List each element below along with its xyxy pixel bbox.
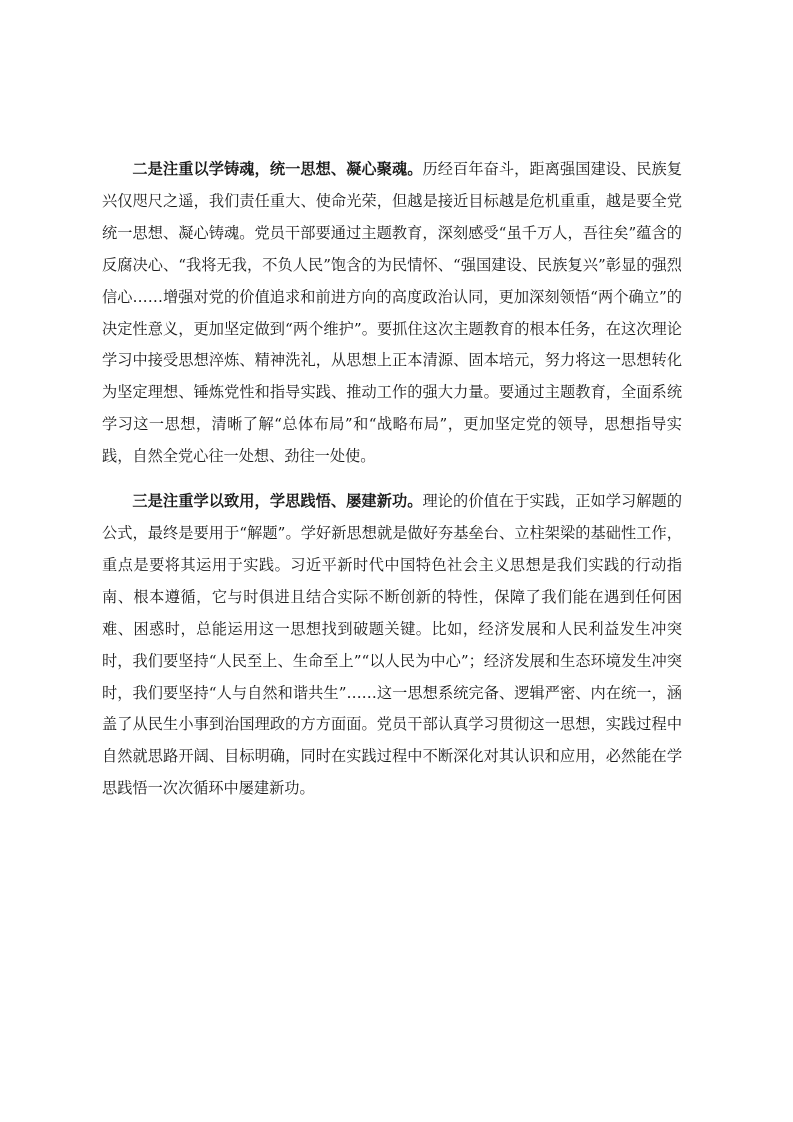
paragraph-unify-thought bbox=[102, 154, 682, 473]
paragraph-text: 理论的价值在于实践，正如学习解题的公式，最终是要用于“解题”。学好新思想就是做好夯基垒台、立柱架梁的基础性工作，重点是要将其运用于实践。习近平新时代中国特色社会主义思想是我们实践的行动指南、根本遵循，它与时俱进且结合实际不断创新的特性，保障了我们能在遇到任何困难、困惑时，总能运用这一思想找到破题关键。比如，经济发展和人民利益发生冲突时，我们要坚持“人民至上、生命至上”“以人民为中心”；经济发展和生态环境发生冲突时，我们要坚持“人与自然和谐共生”……这一思想系统完备、逻辑严密、内在统一，涵盖了从民生小事到治国理政的方方面面。党员干部认真学习贯彻这一思想，实践过程中自然就思路开阔、目标明确，同时在实践过程中不断深化对其认识和应用，必然能在学思践悟一次次循环中屡建新功。 bbox=[102, 492, 683, 798]
paragraph-heading: 二是注重以学铸魂，统一思想、凝心聚魂。 bbox=[132, 160, 423, 178]
paragraph-apply-learning bbox=[102, 486, 682, 805]
paragraph-text: 历经百年奋斗，距离强国建设、民族复兴仅咫尺之遥，我们责任重大、使命光荣，但越是接近目标越是危机重重，越是要全党统一思想、凝心铸魂。党员干部要通过主题教育，深刻感受“虽千万人，吾往矣”蕴含的反腐决心、“我将无我，不负人民”饱含的为民情怀、“强国建设、民族复兴”彰显的强烈信心……增强对党的价值追求和前进方向的高度政治认同，更加深刻领悟“两个确立”的决定性意义，更加坚定做到“两个维护”。要抓住这次主题教育的根本任务，在这次理论学习中接受思想淬炼、精神洗礼，从思想上正本清源、固本培元，努力将这一思想转化为坚定理想、锤炼党性和指导实践、推动工作的强大力量。要通过主题教育，全面系统学习这一思想，清晰了解“总体布局”和“战略布局”，更加坚定党的领导，思想指导实践，自然全党心往一处想、劲往一处使。 bbox=[102, 160, 683, 466]
document-body bbox=[102, 154, 682, 805]
paragraph-heading: 三是注重学以致用，学思践悟、屡建新功。 bbox=[132, 492, 423, 511]
